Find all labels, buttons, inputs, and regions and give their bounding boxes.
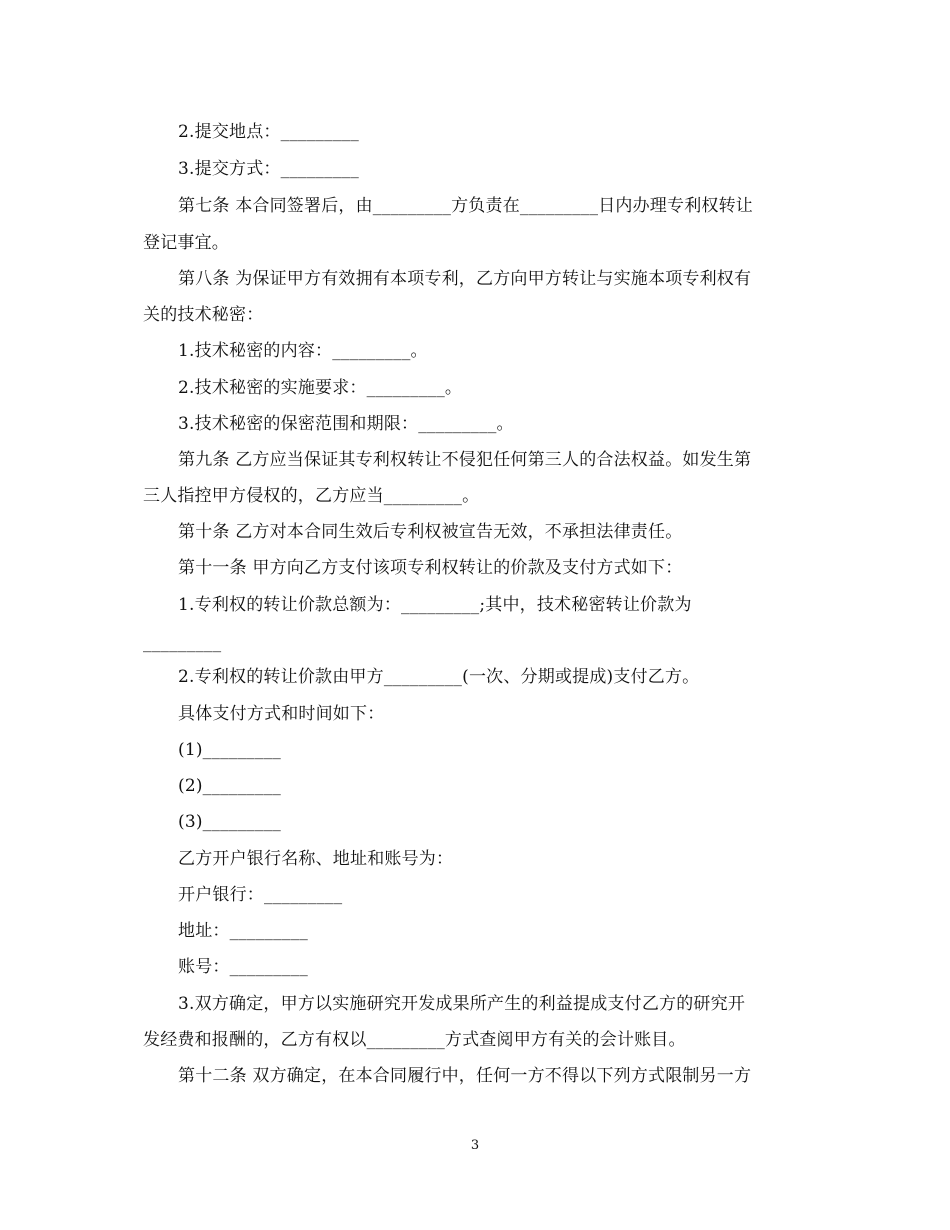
text-line: 具体支付方式和时间如下： [178,704,385,724]
text-line: 地址：_________ [178,921,308,941]
text-line: 三人指控甲方侵权的，乙方应当_________。 [143,486,480,506]
text-line: 第十条 乙方对本合同生效后专利权被宣告无效，不承担法律责任。 [178,522,683,542]
page-number: 3 [470,1138,480,1153]
text-line: 2.提交地点：_________ [178,122,359,142]
text-line: 第九条 乙方应当保证其专利权转让不侵犯任何第三人的合法权益。如发生第 [178,450,752,470]
text-line: 第十一条 甲方向乙方支付该项专利权转让的价款及支付方式如下： [178,558,683,578]
text-line: (1)_________ [178,740,281,760]
text-line: 乙方开户银行名称、地址和账号为： [178,849,454,869]
text-line: 2.专利权的转让价款由甲方_________(一次、分期或提成)支付乙方。 [178,667,700,687]
text-line: 3.技术秘密的保密范围和期限：_________。 [178,414,514,434]
text-line: 关的技术秘密： [143,305,264,325]
text-line: 账号：_________ [178,957,308,977]
text-line: 1.专利权的转让价款总额为：_________;其中，技术秘密转让价款为 [178,595,692,615]
text-line: (3)_________ [178,812,281,832]
text-line: 开户银行：_________ [178,885,343,905]
text-line: 第七条 本合同签署后，由_________方负责在_________日内办理专利权转让 [178,196,754,216]
text-line: 3.提交方式：_________ [178,159,359,179]
text-line: 发经费和报酬的，乙方有权以_________方式查阅甲方有关的会计账目。 [143,1030,686,1050]
text-line: (2)_________ [178,776,281,796]
text-line: 1.技术秘密的内容：_________。 [178,341,428,361]
text-line: 登记事宜。 [143,233,229,253]
text-line: _________ [143,633,222,653]
text-line: 2.技术秘密的实施要求：_________。 [178,378,463,398]
text-line: 第十二条 双方确定，在本合同履行中，任何一方不得以下列方式限制另一方 [178,1066,752,1086]
text-line: 3.双方确定，甲方以实施研究开发成果所产生的利益提成支付乙方的研究开 [178,994,746,1014]
text-line: 第八条 为保证甲方有效拥有本项专利，乙方向甲方转让与实施本项专利权有 [178,269,752,289]
